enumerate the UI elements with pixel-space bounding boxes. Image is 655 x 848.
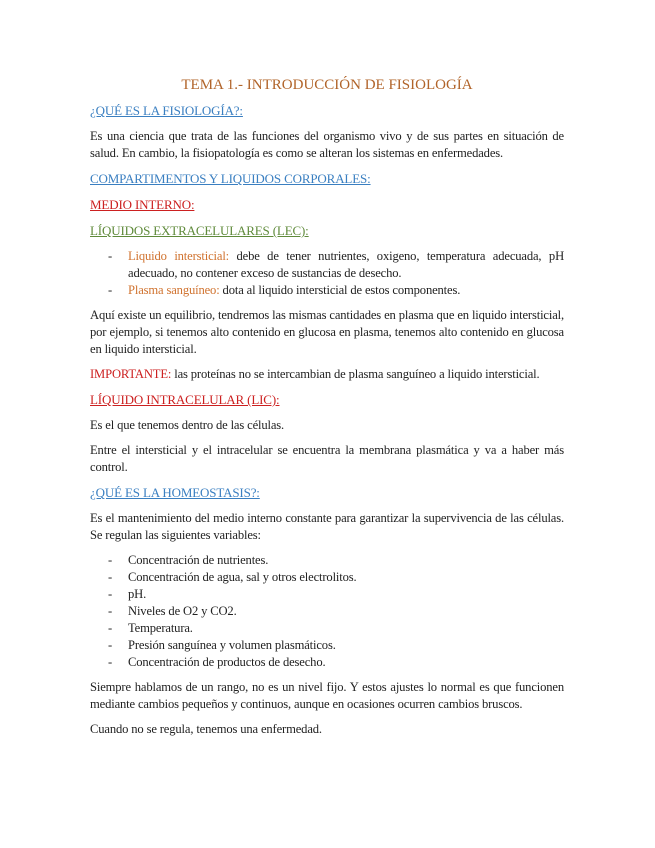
document-title: TEMA 1.- INTRODUCCIÓN DE FISIOLOGÍA <box>181 77 473 93</box>
list-item: - Niveles de O2 y CO2. <box>90 603 564 620</box>
term-plasma-sanguineo: Plasma sanguíneo: <box>128 283 220 297</box>
heading-lic: LÍQUIDO INTRACELULAR (LIC): <box>90 392 280 407</box>
lec-list <box>90 248 564 299</box>
paragraph-enfermedad: Cuando no se regula, tenemos una enfermedad. <box>90 722 322 736</box>
important-text: las proteínas no se intercambian de plasma sanguíneo a liquido intersticial. <box>171 367 540 381</box>
paragraph-lic-2: Entre el intersticial y el intracelular se encuentra la membrana plasmática y va a haber más control. <box>90 443 564 474</box>
list-item: - pH. <box>90 586 564 603</box>
heading-compartimentos: COMPARTIMENTOS Y LIQUIDOS CORPORALES: <box>90 171 371 186</box>
list-item: - Concentración de productos de desecho. <box>90 654 564 671</box>
list-item-text: dota al liquido intersticial de estos componentes. <box>219 283 461 297</box>
heading-medio-interno: MEDIO INTERNO: <box>90 197 195 212</box>
paragraph-fisiologia-definition: Es una ciencia que trata de las funciones del organismo vivo y de sus partes en situación de salud. En cambio, la fisiopatología es como se alteran los sistemas en enfermedades. <box>90 129 564 160</box>
paragraph-importante <box>90 366 564 383</box>
heading-lec: LÍQUIDOS EXTRACELULARES (LEC): <box>90 223 309 238</box>
document-page <box>90 74 564 746</box>
paragraph-equilibrio: Aquí existe un equilibrio, tendremos las mismas cantidades en plasma que en liquido intersticial, por ejemplo, si tenemos alto contenido en glucosa en plasma, tenemos alto contenido en glucosa en liquido intersticial. <box>90 308 564 356</box>
list-item: - Temperatura. <box>90 620 564 637</box>
homeostasis-variables-list <box>90 552 564 671</box>
paragraph-rango: Siempre hablamos de un rango, no es un nivel fijo. Y estos ajustes lo normal es que funcionen mediante cambios pequeños y continuos, aunque en ocasiones ocurren cambios bruscos. <box>90 680 564 711</box>
heading-homeostasis: ¿QUÉ ES LA HOMEOSTASIS?: <box>90 485 260 500</box>
list-item <box>90 282 564 299</box>
heading-fisiologia: ¿QUÉ ES LA FISIOLOGÍA?: <box>90 103 243 118</box>
list-item-text: debe de tener nutrientes, oxigeno, temperatura adecuada, pH adecuado, no contener exceso de sustancias de desecho. <box>128 249 565 280</box>
important-label: IMPORTANTE: <box>90 367 172 381</box>
list-item: - Concentración de nutrientes. <box>90 552 564 569</box>
list-item <box>90 248 564 282</box>
list-item: - Concentración de agua, sal y otros electrolitos. <box>90 569 564 586</box>
paragraph-lic-1: Es el que tenemos dentro de las células. <box>90 418 285 432</box>
term-liquido-intersticial: Liquido intersticial: <box>128 249 230 263</box>
list-item: - Presión sanguínea y volumen plasmáticos. <box>90 637 564 654</box>
paragraph-homeostasis-intro: Es el mantenimiento del medio interno constante para garantizar la supervivencia de las células. Se regulan las siguientes variables: <box>90 511 564 542</box>
